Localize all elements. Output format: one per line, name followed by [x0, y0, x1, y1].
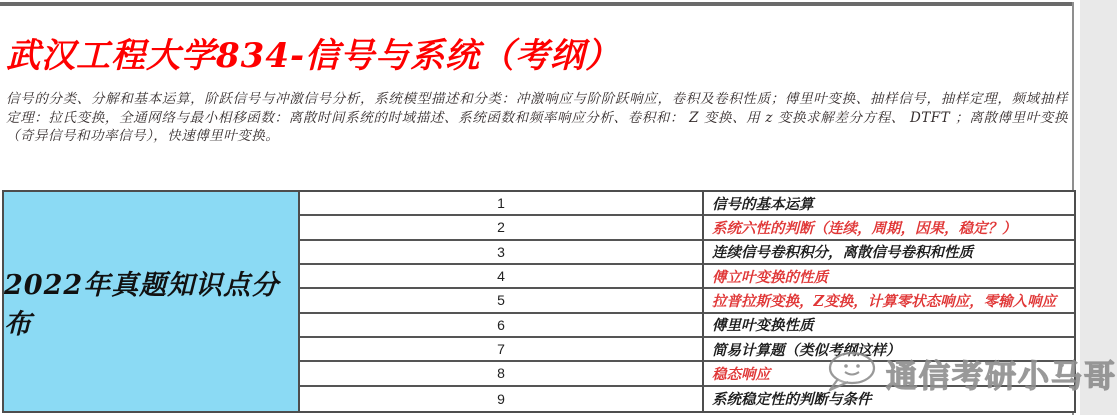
- row-topic: 系统稳定性的判断与条件: [702, 387, 1074, 411]
- row-topic: 拉普拉斯变换，Z变换，计算零状态响应，零输入响应: [702, 289, 1074, 313]
- row-number: 8: [300, 362, 702, 386]
- row-number: 2: [300, 216, 702, 240]
- row-topic: 简易计算题（类似考纲这样）: [702, 338, 1074, 362]
- knowledge-point-table: [2, 190, 1076, 413]
- row-number: 9: [497, 390, 505, 407]
- row-topic: 傅里叶变换性质: [702, 314, 1074, 338]
- row-topic: 系统六性的判断（连续，周期，因果，稳定？）: [702, 216, 1074, 240]
- row-number: 6: [300, 314, 702, 338]
- row-topic: 傅立叶变换的性质: [702, 265, 1074, 289]
- row-number: 7: [300, 338, 702, 362]
- side-header-cell: 2022年真题知识点分布: [4, 192, 300, 411]
- row-number: 4: [300, 265, 702, 289]
- row-number: 5: [300, 289, 702, 313]
- row-topic: 信号的基本运算: [702, 192, 1074, 216]
- page-title: 武汉工程大学834-信号与系统（考纲）: [6, 36, 621, 76]
- row-topic: 稳态响应: [702, 362, 1074, 386]
- row-number: 3: [300, 241, 702, 265]
- syllabus-paragraph: 信号的分类、分解和基本运算，阶跃信号与冲激信号分析，系统模型描述和分类：冲激响应与阶阶跃响应，卷积及卷积性质；傅里叶变换、抽样信号，抽样定理，频域抽样定理：拉氏变换，全通网络与最小相移函数：离散时间系统的时域描述、系统函数和频率响应分析、卷积和： Z 变换、用 z 变换求解差分方程、 DTFT ；离散傅里叶变换（奇异信号和功率信号），快速傅里叶变换。: [6, 91, 1068, 144]
- row-topic: 连续信号卷积积分，离散信号卷积和性质: [702, 241, 1074, 265]
- row-number: 1: [300, 192, 702, 216]
- top-border-line: [0, 2, 1074, 6]
